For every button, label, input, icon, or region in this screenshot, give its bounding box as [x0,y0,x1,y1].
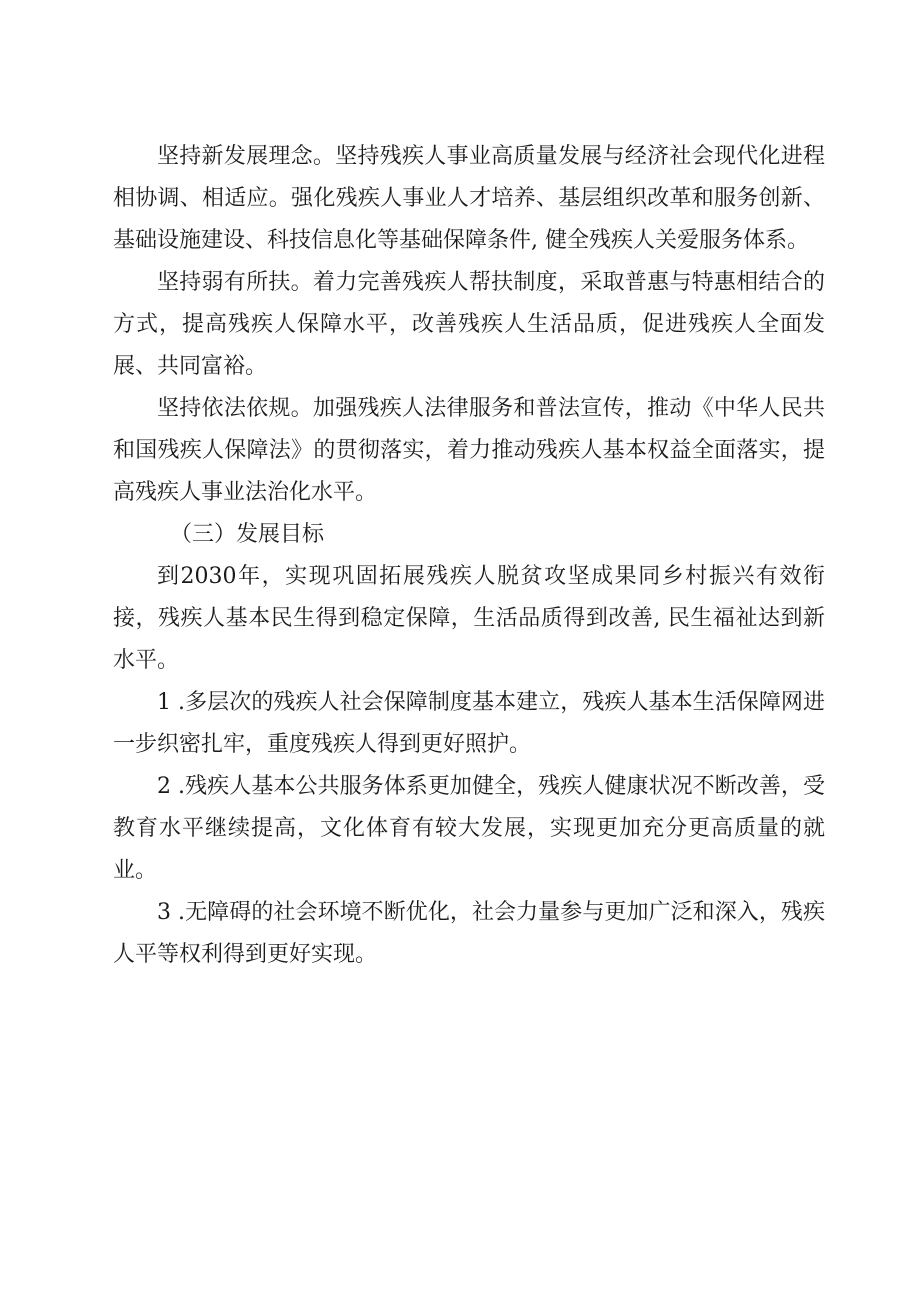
paragraph-rule-of-law: 坚持依法依规。加强残疾人法律服务和普法宣传，推动《中华人民共和国残疾人保障法》的贯彻落实，着力推动残疾人基本权益全面落实，提高残疾人事业法治化水平。 [113,396,825,505]
goal-item-3: 3 .无障碍的社会环境不断优化，社会力量参与更加广泛和深入，残疾人平等权利得到更好实现。 [113,900,825,967]
paragraph-new-development: 坚持新发展理念。坚持残疾人事业高质量发展与经济社会现代化进程相协调、相适应。强化残疾人事业人才培养、基层组织改革和服务创新、基础设施建设、科技信息化等基础保障条件, 健全残疾人关爱服务体系。 [113,144,825,253]
paragraph-goal-intro: 到2030年，实现巩固拓展残疾人脱贫攻坚成果同乡村振兴有效衔接，残疾人基本民生得到稳定保障，生活品质得到改善, 民生福祉达到新水平。 [113,564,825,673]
section-heading: （三）发展目标 [170,522,325,547]
document-body [113,136,825,976]
goal-item-2: 2 .残疾人基本公共服务体系更加健全，残疾人健康状况不断改善，受教育水平继续提高，文化体育有较大发展，实现更加充分更高质量的就业。 [113,774,825,883]
paragraph-support-weak: 坚持弱有所扶。着力完善残疾人帮扶制度，采取普惠与特惠相结合的方式，提高残疾人保障水平，改善残疾人生活品质，促进残疾人全面发展、共同富裕。 [113,270,825,379]
goal-item-1: 1 .多层次的残疾人社会保障制度基本建立，残疾人基本生活保障网进一步织密扎牢，重度残疾人得到更好照护。 [113,690,825,757]
